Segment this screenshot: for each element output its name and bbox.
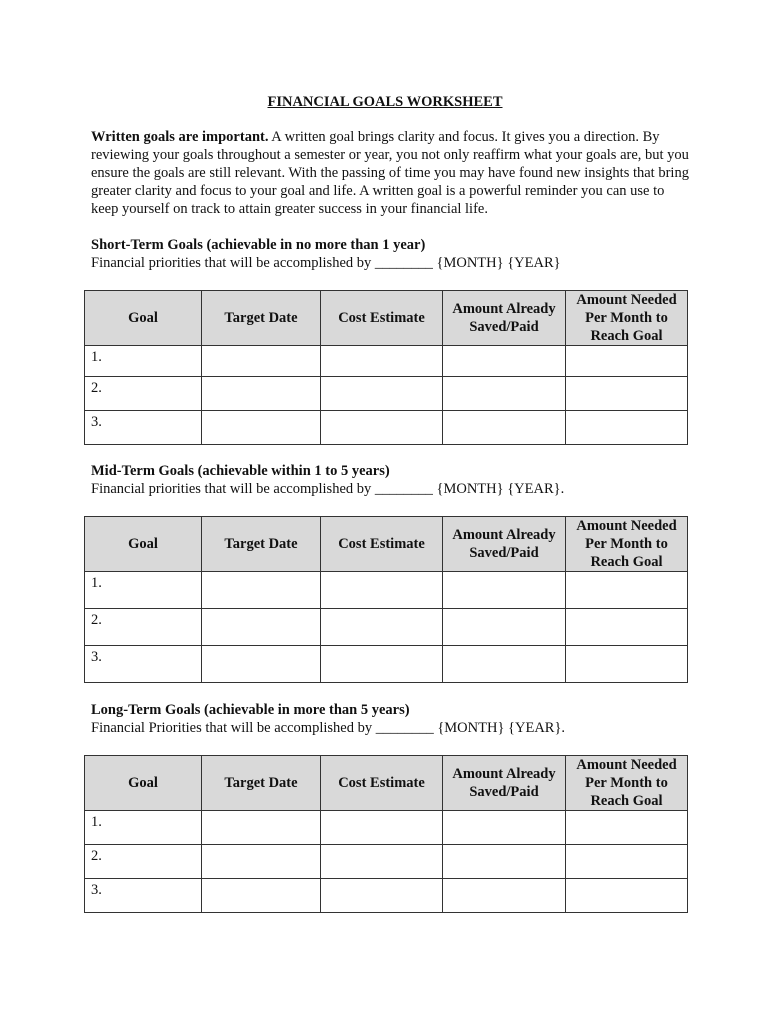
target-date-cell[interactable]: [202, 346, 321, 377]
amount-saved-cell[interactable]: [443, 879, 566, 913]
mid-term-table: [84, 516, 688, 683]
amount-saved-cell[interactable]: [443, 811, 566, 845]
col-header-target-date: Target Date: [202, 291, 321, 346]
cost-estimate-cell[interactable]: [321, 646, 443, 683]
table-row: [85, 346, 688, 377]
table-row: [85, 377, 688, 411]
table-row: [85, 609, 688, 646]
amount-saved-cell[interactable]: [443, 346, 566, 377]
cost-estimate-cell[interactable]: [321, 609, 443, 646]
col-header-target-date: Target Date: [202, 517, 321, 572]
goal-cell[interactable]: 1.: [85, 811, 202, 845]
amount-needed-cell[interactable]: [566, 572, 688, 609]
table-header-row: [85, 756, 688, 811]
cost-estimate-cell[interactable]: [321, 377, 443, 411]
target-date-cell[interactable]: [202, 811, 321, 845]
table-row: [85, 845, 688, 879]
cost-estimate-cell[interactable]: [321, 411, 443, 445]
col-header-cost-estimate: Cost Estimate: [321, 756, 443, 811]
col-header-amount-needed: Amount Needed Per Month to Reach Goal: [566, 756, 688, 811]
table-row: [85, 811, 688, 845]
col-header-amount-needed: Amount Needed Per Month to Reach Goal: [566, 517, 688, 572]
col-header-amount-needed: Amount Needed Per Month to Reach Goal: [566, 291, 688, 346]
intro-lead: Written goals are important.: [91, 129, 269, 145]
cost-estimate-cell[interactable]: [321, 346, 443, 377]
target-date-cell[interactable]: [202, 646, 321, 683]
cost-estimate-cell[interactable]: [321, 572, 443, 609]
amount-saved-cell[interactable]: [443, 572, 566, 609]
table-row: [85, 646, 688, 683]
table-row: [85, 411, 688, 445]
cost-estimate-cell[interactable]: [321, 879, 443, 913]
col-header-goal: Goal: [85, 517, 202, 572]
amount-needed-cell[interactable]: [566, 609, 688, 646]
col-header-goal: Goal: [85, 756, 202, 811]
page-title: FINANCIAL GOALS WORKSHEET: [267, 94, 503, 110]
target-date-cell[interactable]: [202, 609, 321, 646]
amount-needed-cell[interactable]: [566, 646, 688, 683]
short-term-table: [84, 290, 688, 445]
col-header-amount-saved: Amount Already Saved/Paid: [443, 291, 566, 346]
col-header-cost-estimate: Cost Estimate: [321, 517, 443, 572]
target-date-cell[interactable]: [202, 377, 321, 411]
goal-cell[interactable]: 2.: [85, 845, 202, 879]
goal-cell[interactable]: 1.: [85, 346, 202, 377]
long-term-table: [84, 755, 688, 913]
goal-cell[interactable]: 3.: [85, 879, 202, 913]
short-term-heading: Short-Term Goals (achievable in no more than 1 year): [91, 237, 426, 253]
amount-needed-cell[interactable]: [566, 346, 688, 377]
intro-paragraph: [91, 128, 691, 218]
target-date-cell[interactable]: [202, 411, 321, 445]
amount-saved-cell[interactable]: [443, 411, 566, 445]
amount-saved-cell[interactable]: [443, 646, 566, 683]
table-row: [85, 879, 688, 913]
long-term-heading-block: [91, 701, 691, 737]
long-term-heading: Long-Term Goals (achievable in more than 5 years): [91, 702, 410, 718]
short-term-heading-block: [91, 236, 691, 272]
amount-saved-cell[interactable]: [443, 609, 566, 646]
table-header-row: [85, 291, 688, 346]
target-date-cell[interactable]: [202, 845, 321, 879]
mid-term-heading: Mid-Term Goals (achievable within 1 to 5 years): [91, 463, 390, 479]
table-header-row: [85, 517, 688, 572]
amount-needed-cell[interactable]: [566, 845, 688, 879]
amount-saved-cell[interactable]: [443, 845, 566, 879]
col-header-goal: Goal: [85, 291, 202, 346]
cost-estimate-cell[interactable]: [321, 811, 443, 845]
amount-needed-cell[interactable]: [566, 411, 688, 445]
col-header-cost-estimate: Cost Estimate: [321, 291, 443, 346]
mid-term-heading-block: [91, 462, 691, 498]
intro-body: A written goal brings clarity and focus. It gives you a direction. By reviewing your goals throughout a semester or year, you not only reaffirm what your goals are, but you ensure the goals are still relevant. With the passing of time you may have found new insights that bring greater clarity and focus to your goal and life. A written goal is a powerful reminder you can use to keep yourself on track to attain greater success in your financial life.: [91, 129, 689, 217]
amount-needed-cell[interactable]: [566, 879, 688, 913]
goal-cell[interactable]: 3.: [85, 411, 202, 445]
col-header-target-date: Target Date: [202, 756, 321, 811]
amount-saved-cell[interactable]: [443, 377, 566, 411]
col-header-amount-saved: Amount Already Saved/Paid: [443, 756, 566, 811]
amount-needed-cell[interactable]: [566, 811, 688, 845]
cost-estimate-cell[interactable]: [321, 845, 443, 879]
short-term-subline: Financial priorities that will be accomplished by ________ {MONTH} {YEAR}: [91, 255, 561, 271]
goal-cell[interactable]: 2.: [85, 609, 202, 646]
table-row: [85, 572, 688, 609]
goal-cell[interactable]: 1.: [85, 572, 202, 609]
col-header-amount-saved: Amount Already Saved/Paid: [443, 517, 566, 572]
goal-cell[interactable]: 2.: [85, 377, 202, 411]
target-date-cell[interactable]: [202, 572, 321, 609]
goal-cell[interactable]: 3.: [85, 646, 202, 683]
long-term-subline: Financial Priorities that will be accomplished by ________ {MONTH} {YEAR}.: [91, 720, 566, 736]
target-date-cell[interactable]: [202, 879, 321, 913]
amount-needed-cell[interactable]: [566, 377, 688, 411]
mid-term-subline: Financial priorities that will be accomplished by ________ {MONTH} {YEAR}.: [91, 481, 565, 497]
